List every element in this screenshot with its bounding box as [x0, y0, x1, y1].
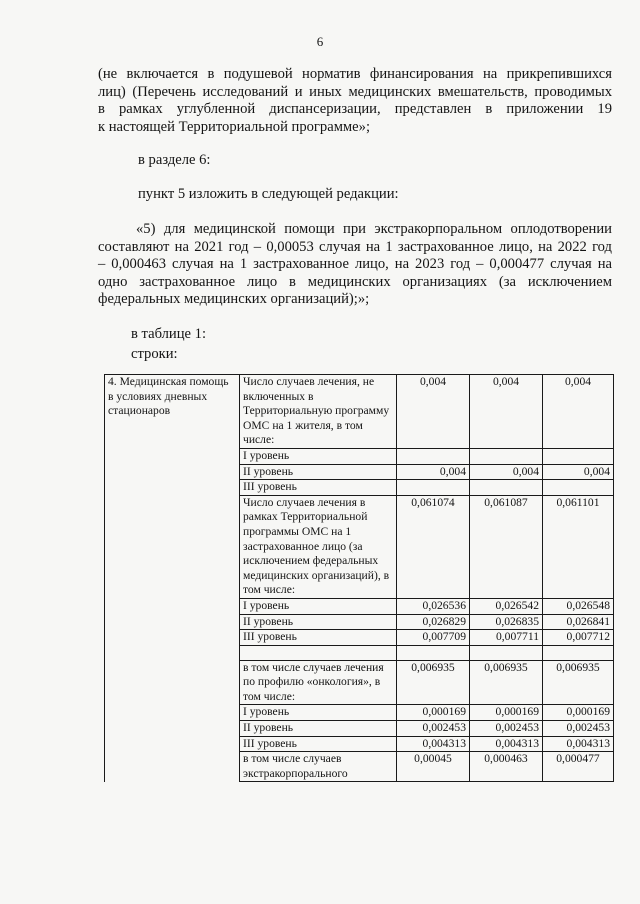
value-2023: 0,004 — [543, 464, 614, 480]
row-label: в том числе случаев экстракорпорального — [240, 752, 397, 782]
value-2023 — [543, 645, 614, 660]
value-2023: 0,061101 — [543, 495, 614, 598]
value-2022: 0,026835 — [470, 614, 543, 630]
value-2021: 0,00045 — [397, 752, 470, 782]
paragraph-continuation — [98, 66, 612, 136]
value-2022: 0,061087 — [470, 495, 543, 598]
row-label: Число случаев лечения, не включенных в Территориальную программу ОМС на 1 жителя, в том числе: — [240, 375, 397, 449]
value-2021: 0,006935 — [397, 660, 470, 705]
value-2022: 0,004 — [470, 464, 543, 480]
row-label: I уровень — [240, 705, 397, 721]
value-2023: 0,000477 — [543, 752, 614, 782]
section-cell: 4. Медицинская помощь в условиях дневных стационаров — [105, 375, 240, 782]
point-heading: пункт 5 изложить в следующей редакции: — [138, 186, 399, 202]
value-2023: 0,002453 — [543, 721, 614, 737]
row-label: Число случаев лечения в рамках Территориальной программы ОМС на 1 застрахованное лицо (за исключением федеральных медицинских организаций), в том числе: — [240, 495, 397, 598]
value-2022: 0,004313 — [470, 736, 543, 752]
section-heading: в разделе 6: — [138, 152, 211, 168]
text-line: к настоящей Территориальной программе»; — [98, 118, 370, 135]
text-line: в рамках углубленной диспансеризации, представлен в приложении 19 — [98, 101, 612, 118]
value-2021: 0,004313 — [397, 736, 470, 752]
table-intro — [131, 324, 331, 364]
table-intro-line: в таблице 1: — [131, 326, 207, 342]
value-2022 — [470, 480, 543, 496]
row-label: I уровень — [240, 448, 397, 464]
value-2023: 0,004 — [543, 375, 614, 449]
text-line: составляют на 2021 год – 0,00053 случая на 1 застрахованное лицо, на 2022 год — [98, 238, 612, 255]
value-2021: 0,061074 — [397, 495, 470, 598]
row-label — [240, 645, 397, 660]
quoted-amendment — [98, 221, 612, 309]
value-2022 — [470, 645, 543, 660]
text-line: федеральных медицинских организаций);»; — [98, 291, 370, 308]
row-label: II уровень — [240, 721, 397, 737]
value-2022: 0,007711 — [470, 630, 543, 646]
value-2021: 0,007709 — [397, 630, 470, 646]
page-number: 6 — [316, 34, 324, 49]
row-label: II уровень — [240, 464, 397, 480]
table-row — [105, 375, 614, 449]
value-2023: 0,006935 — [543, 660, 614, 705]
text-line: «5) для медицинской помощи при экстракорпоральном оплодотворении — [136, 221, 612, 237]
text-line: (не включается в подушевой норматив финансирования на прикрепившихся — [98, 66, 612, 82]
rates-table — [104, 374, 614, 782]
value-2022: 0,004 — [470, 375, 543, 449]
value-2022: 0,000169 — [470, 705, 543, 721]
value-2021: 0,004 — [397, 464, 470, 480]
value-2022: 0,006935 — [470, 660, 543, 705]
value-2021: 0,000169 — [397, 705, 470, 721]
value-2022: 0,026542 — [470, 598, 543, 614]
value-2022: 0,000463 — [470, 752, 543, 782]
value-2023: 0,000169 — [543, 705, 614, 721]
row-label: II уровень — [240, 614, 397, 630]
value-2023: 0,026841 — [543, 614, 614, 630]
value-2022: 0,002453 — [470, 721, 543, 737]
row-label: III уровень — [240, 480, 397, 496]
text-line: – 0,000463 случая на 1 застрахованное лицо, на 2023 год – 0,000477 случая на — [98, 256, 612, 273]
row-label: I уровень — [240, 598, 397, 614]
value-2021 — [397, 448, 470, 464]
row-label: в том числе случаев лечения по профилю «онкология», в том числе: — [240, 660, 397, 705]
value-2022 — [470, 448, 543, 464]
value-2023 — [543, 448, 614, 464]
rows-intro-line: строки: — [131, 346, 178, 362]
value-2023: 0,026548 — [543, 598, 614, 614]
text-line: лиц) (Перечень исследований и иных медицинских вмешательств, проводимых — [98, 83, 612, 100]
row-label: III уровень — [240, 736, 397, 752]
value-2021: 0,026536 — [397, 598, 470, 614]
value-2021 — [397, 645, 470, 660]
value-2023 — [543, 480, 614, 496]
text-line: одно застрахованное лицо в медицинских организациях (за исключением — [98, 273, 612, 290]
value-2023: 0,004313 — [543, 736, 614, 752]
value-2023: 0,007712 — [543, 630, 614, 646]
value-2021: 0,004 — [397, 375, 470, 449]
value-2021: 0,002453 — [397, 721, 470, 737]
value-2021 — [397, 480, 470, 496]
row-label: III уровень — [240, 630, 397, 646]
value-2021: 0,026829 — [397, 614, 470, 630]
